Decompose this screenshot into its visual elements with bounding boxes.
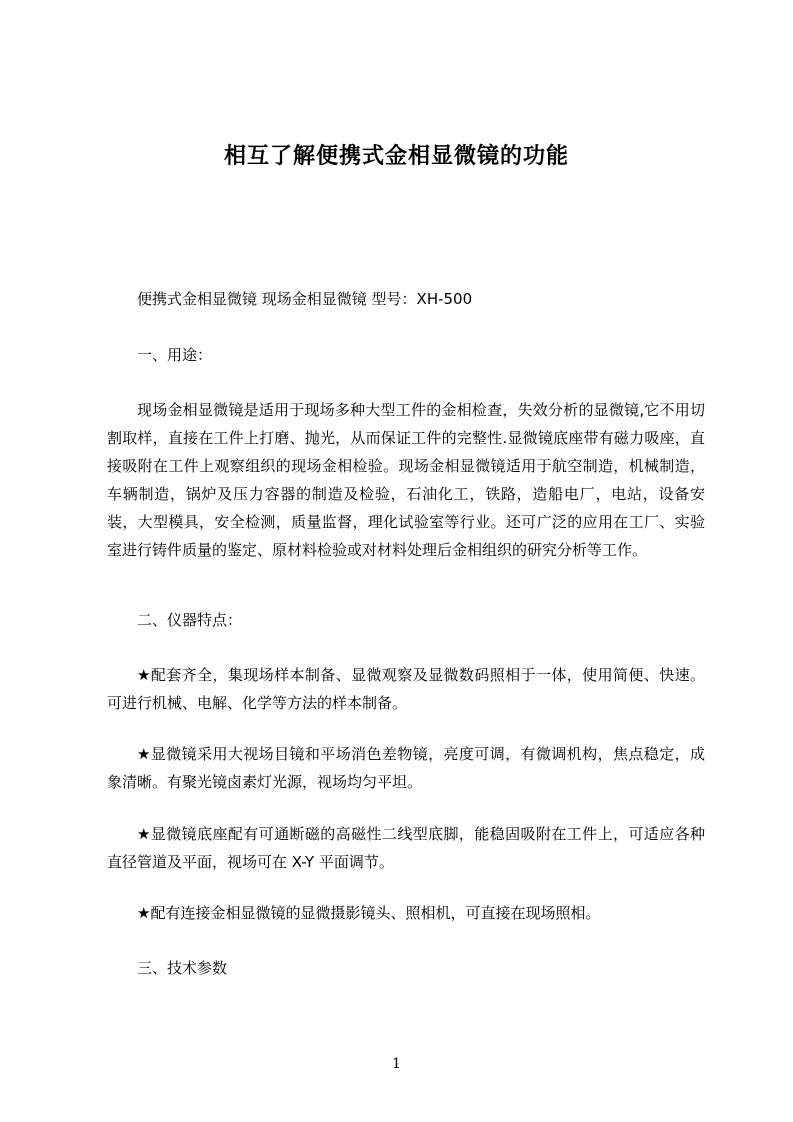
- feature-paragraph-3: ★显微镜底座配有可通断磁的高磁性二线型底脚，能稳固吸附在工件上，可适应各种直径管道及平面，视场可在 X-Y 平面调节。: [107, 825, 705, 871]
- section-heading-usage: 一、用途：: [137, 346, 213, 364]
- section-heading-specs: 三、技术参数: [137, 959, 228, 977]
- page-number: 1: [392, 1056, 401, 1072]
- section-heading-features: 二、仪器特点：: [137, 611, 243, 629]
- feature-paragraph-2: ★显微镜采用大视场目镜和平场消色差物镜，亮度可调，有微调机构，焦点稳定，成象清晰。有聚光镜卤素灯光源，视场均匀平坦。: [107, 745, 705, 791]
- feature-paragraph-1: ★配套齐全，集现场样本制备、显微观察及显微数码照相于一体，使用简便、快速。可进行机械、电解、化学等方法的样本制备。: [107, 666, 705, 712]
- usage-paragraph: 现场金相显微镜是适用于现场多种大型工件的金相检查，失效分析的显微镜,它不用切割取样，直接在工件上打磨、抛光，从而保证工件的完整性.显微镜底座带有磁力吸座，直接吸附在工件上观察组织的现场金相检验。现场金相显微镜适用于航空制造，机械制造，车辆制造，锅炉及压力容器的制造及检验，石油化工，铁路，造船电厂，电站，设备安装，大型模具，安全检测，质量监督，理化试验室等行业。还可广泛的应用在工厂、实验室进行铸件质量的鉴定、原材料检验或对材料处理后金相组织的研究分析等工作。: [107, 401, 705, 559]
- model-line: 便携式金相显微镜 现场金相显微镜 型号：XH-500: [137, 290, 473, 308]
- feature-paragraph-4: ★配有连接金相显微镜的显微摄影镜头、照相机，可直接在现场照相。: [137, 904, 601, 922]
- document-title: 相互了解便携式金相显微镜的功能: [223, 144, 569, 169]
